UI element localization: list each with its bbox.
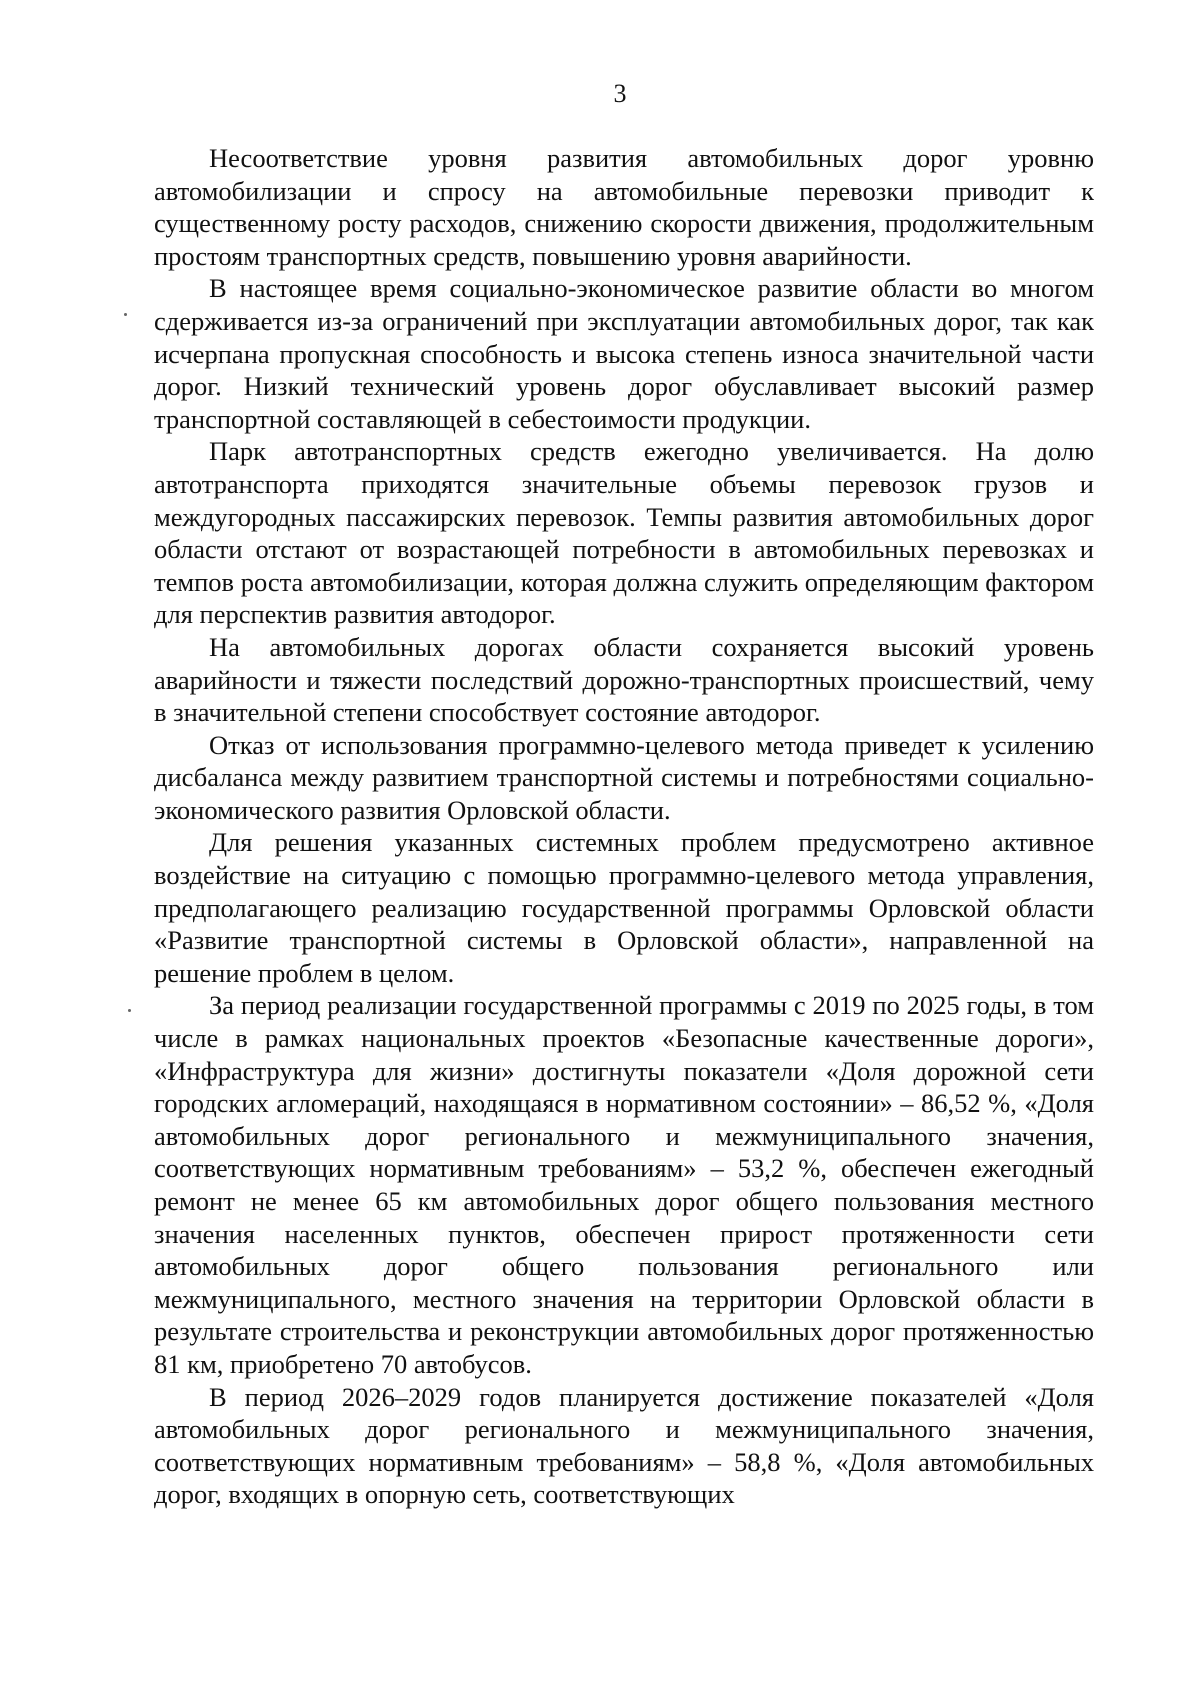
paragraph: В настоящее время социально-экономическое развитие области во многом сдерживается из-за ограничений при эксплуатации автомобильных дорог, так как исчерпана пропускная способность и высока степень износа значительной части дорог. Низкий технический уровень дорог обуславливает высокий размер транспортной составляющей в себестоимости продукции.: [154, 273, 1094, 434]
paragraph: Отказ от использования программно-целевого метода приведет к усилению дисбаланса между развитием транспортной системы и потребностями социально-экономического развития Орловской области.: [154, 729, 1094, 825]
document-body: [154, 142, 1094, 1511]
paragraph: За период реализации государственной программы с 2019 по 2025 годы, в том числе в рамках национальных проектов «Безопасные качественные дороги», «Инфраструктура для жизни» достигнуты показатели «Доля дорожной сети городских агломераций, находящаяся в нормативном состоянии» – 86,52 %, «Доля автомобильных дорог регионального и межмуниципального значения, соответствующих нормативным требованиям» – 53,2 %, обеспечен ежегодный ремонт не менее 65 км автомобильных дорог общего пользования местного значения населенных пунктов, обеспечен прирост протяженности сети автомобильных дорог общего пользования регионального или межмуниципального, местного значения на территории Орловской области в результате строительства и реконструкции автомобильных дорог протяженностью 81 км, приобретено 70 автобусов.: [154, 990, 1094, 1379]
paragraph: В период 2026–2029 годов планируется достижение показателей «Доля автомобильных дорог регионального и межмуниципального значения, соответствующих нормативным требованиям» – 58,8 %, «Доля автомобильных дорог, входящих в опорную сеть, соответствующих: [154, 1381, 1094, 1510]
scan-artifact-dot: [128, 1009, 131, 1012]
paragraph: Несоответствие уровня развития автомобильных дорог уровню автомобилизации и спросу на автомобильные перевозки приводит к существенному росту расходов, снижению скорости движения, продолжительным простоям транспортных средств, повышению уровня аварийности.: [154, 143, 1094, 271]
page-number: 3: [613, 79, 627, 108]
paragraph: Парк автотранспортных средств ежегодно увеличивается. На долю автотранспорта приходятся значительные объемы перевозок грузов и междугородных пассажирских перевозок. Темпы развития автомобильных дорог области отстают от возрастающей потребности в автомобильных перевозках и темпов роста автомобилизации, которая должна служить определяющим фактором для перспектив развития автодорог.: [154, 436, 1094, 630]
scan-artifact-dot: [124, 313, 127, 316]
paragraph: Для решения указанных системных проблем предусмотрено активное воздействие на ситуацию с помощью программно-целевого метода управления, предполагающего реализацию государственной программы Орловской области «Развитие транспортной системы в Орловской области», направленной на решение проблем в целом.: [154, 827, 1094, 988]
paragraph: На автомобильных дорогах области сохраняется высокий уровень аварийности и тяжести последствий дорожно-транспортных происшествий, чему в значительной степени способствует состояние автодорог.: [154, 631, 1094, 728]
